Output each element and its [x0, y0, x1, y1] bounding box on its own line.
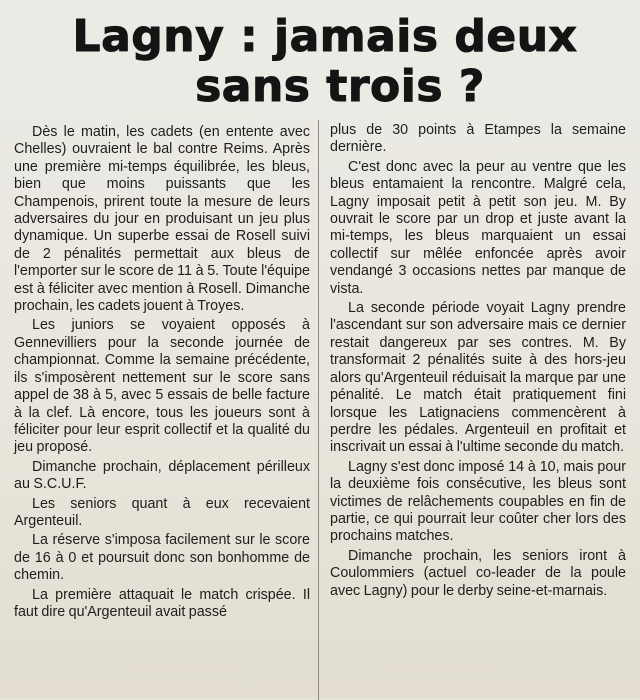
paragraph-seniors: Les seniors quant à eux recevaient Argenteuil.: [14, 495, 310, 529]
paragraph-juniors-next: Dimanche prochain, déplacement périlleux au S.C.U.F.: [14, 458, 310, 493]
column-divider: [318, 120, 319, 700]
paragraph-reserve: La réserve s'imposa facilement sur le score de 16 à 0 et poursuit donc son bonhomme de chemin.: [14, 532, 310, 584]
article-column-left: [14, 124, 310, 623]
paragraph-juniors: Les juniors se voyaient opposés à Gennevilliers pour la seconde journée de championnat. Comme la semaine précédente, ils s'imposèrent nettement sur le score sans appel de 38 à 5, avec 5 essais de belle facture à la clef. Là encore, tous les joueurs sont à féliciter pour leur esprit collectif et la qualité du jeu proposé.: [14, 317, 310, 456]
article-headline: [0, 12, 640, 112]
headline-line-1: Lagny : jamais deux: [72, 11, 578, 62]
paragraph-result: Lagny s'est donc imposé 14 à 10, mais pour la deuxième fois consécutive, les bleus sont victimes de relâchements coupables en fin de partie, ce qui pourrait leur coûter cher lors des prochains matches.: [330, 458, 626, 545]
paragraph-cadets: Dès le matin, les cadets (en entente avec Chelles) ouvraient le bal contre Reims. Après une première mi-temps équilibrée, les bleus, bien que moins puissants que les Champenois, prirent toute la mesure de leurs adversaires du jour en produisant un jeu plus dynamique. Un superbe essai de Rosell suivi de 2 pénalités permettait aux bleus de l'emporter sur le score de 11 à 5. Toute l'équipe est à féliciter avec mention à Rosell. Dimanche prochain, les cadets jouent à Troyes.: [14, 124, 310, 315]
article-column-right: [330, 122, 626, 602]
paragraph-second-half: La seconde période voyait Lagny prendre l'ascendant sur son adversaire mais ce dernier restait dangereux par ses contres. M. By transformait 2 pénalités suite à des hors-jeu alors qu'Argenteuil réduisait la marque par une pénalité. Le match était pratiquement fini lorsque les Latignaciens commencèrent à perdre les pédales. Argenteuil en profitait et inscrivait un essai à l'ultime seconde du match.: [330, 300, 626, 456]
paragraph-first-team: La première attaquait le match crispée. Il faut dire qu'Argenteuil avait passé: [14, 586, 310, 620]
headline-line-2: sans trois ?: [195, 61, 485, 112]
paragraph-continuation: plus de 30 points à Etampes la semaine dernière.: [330, 122, 626, 156]
paragraph-match-start: C'est donc avec la peur au ventre que les bleus entamaient la rencontre. Malgré cela, Lagny imposait petit à petit son jeu. M. By ouvrait le score par un drop et juste avant la mi-temps, les bleus marquaient un essai collectif sur mêlée enfoncée après avoir vendangé 3 occasions nettes par manque de vista.: [330, 158, 626, 297]
paragraph-next-match: Dimanche prochain, les seniors iront à Coulommiers (actuel co-leader de la poule avec Lagny) pour le derby seine-et-marnais.: [330, 547, 626, 599]
